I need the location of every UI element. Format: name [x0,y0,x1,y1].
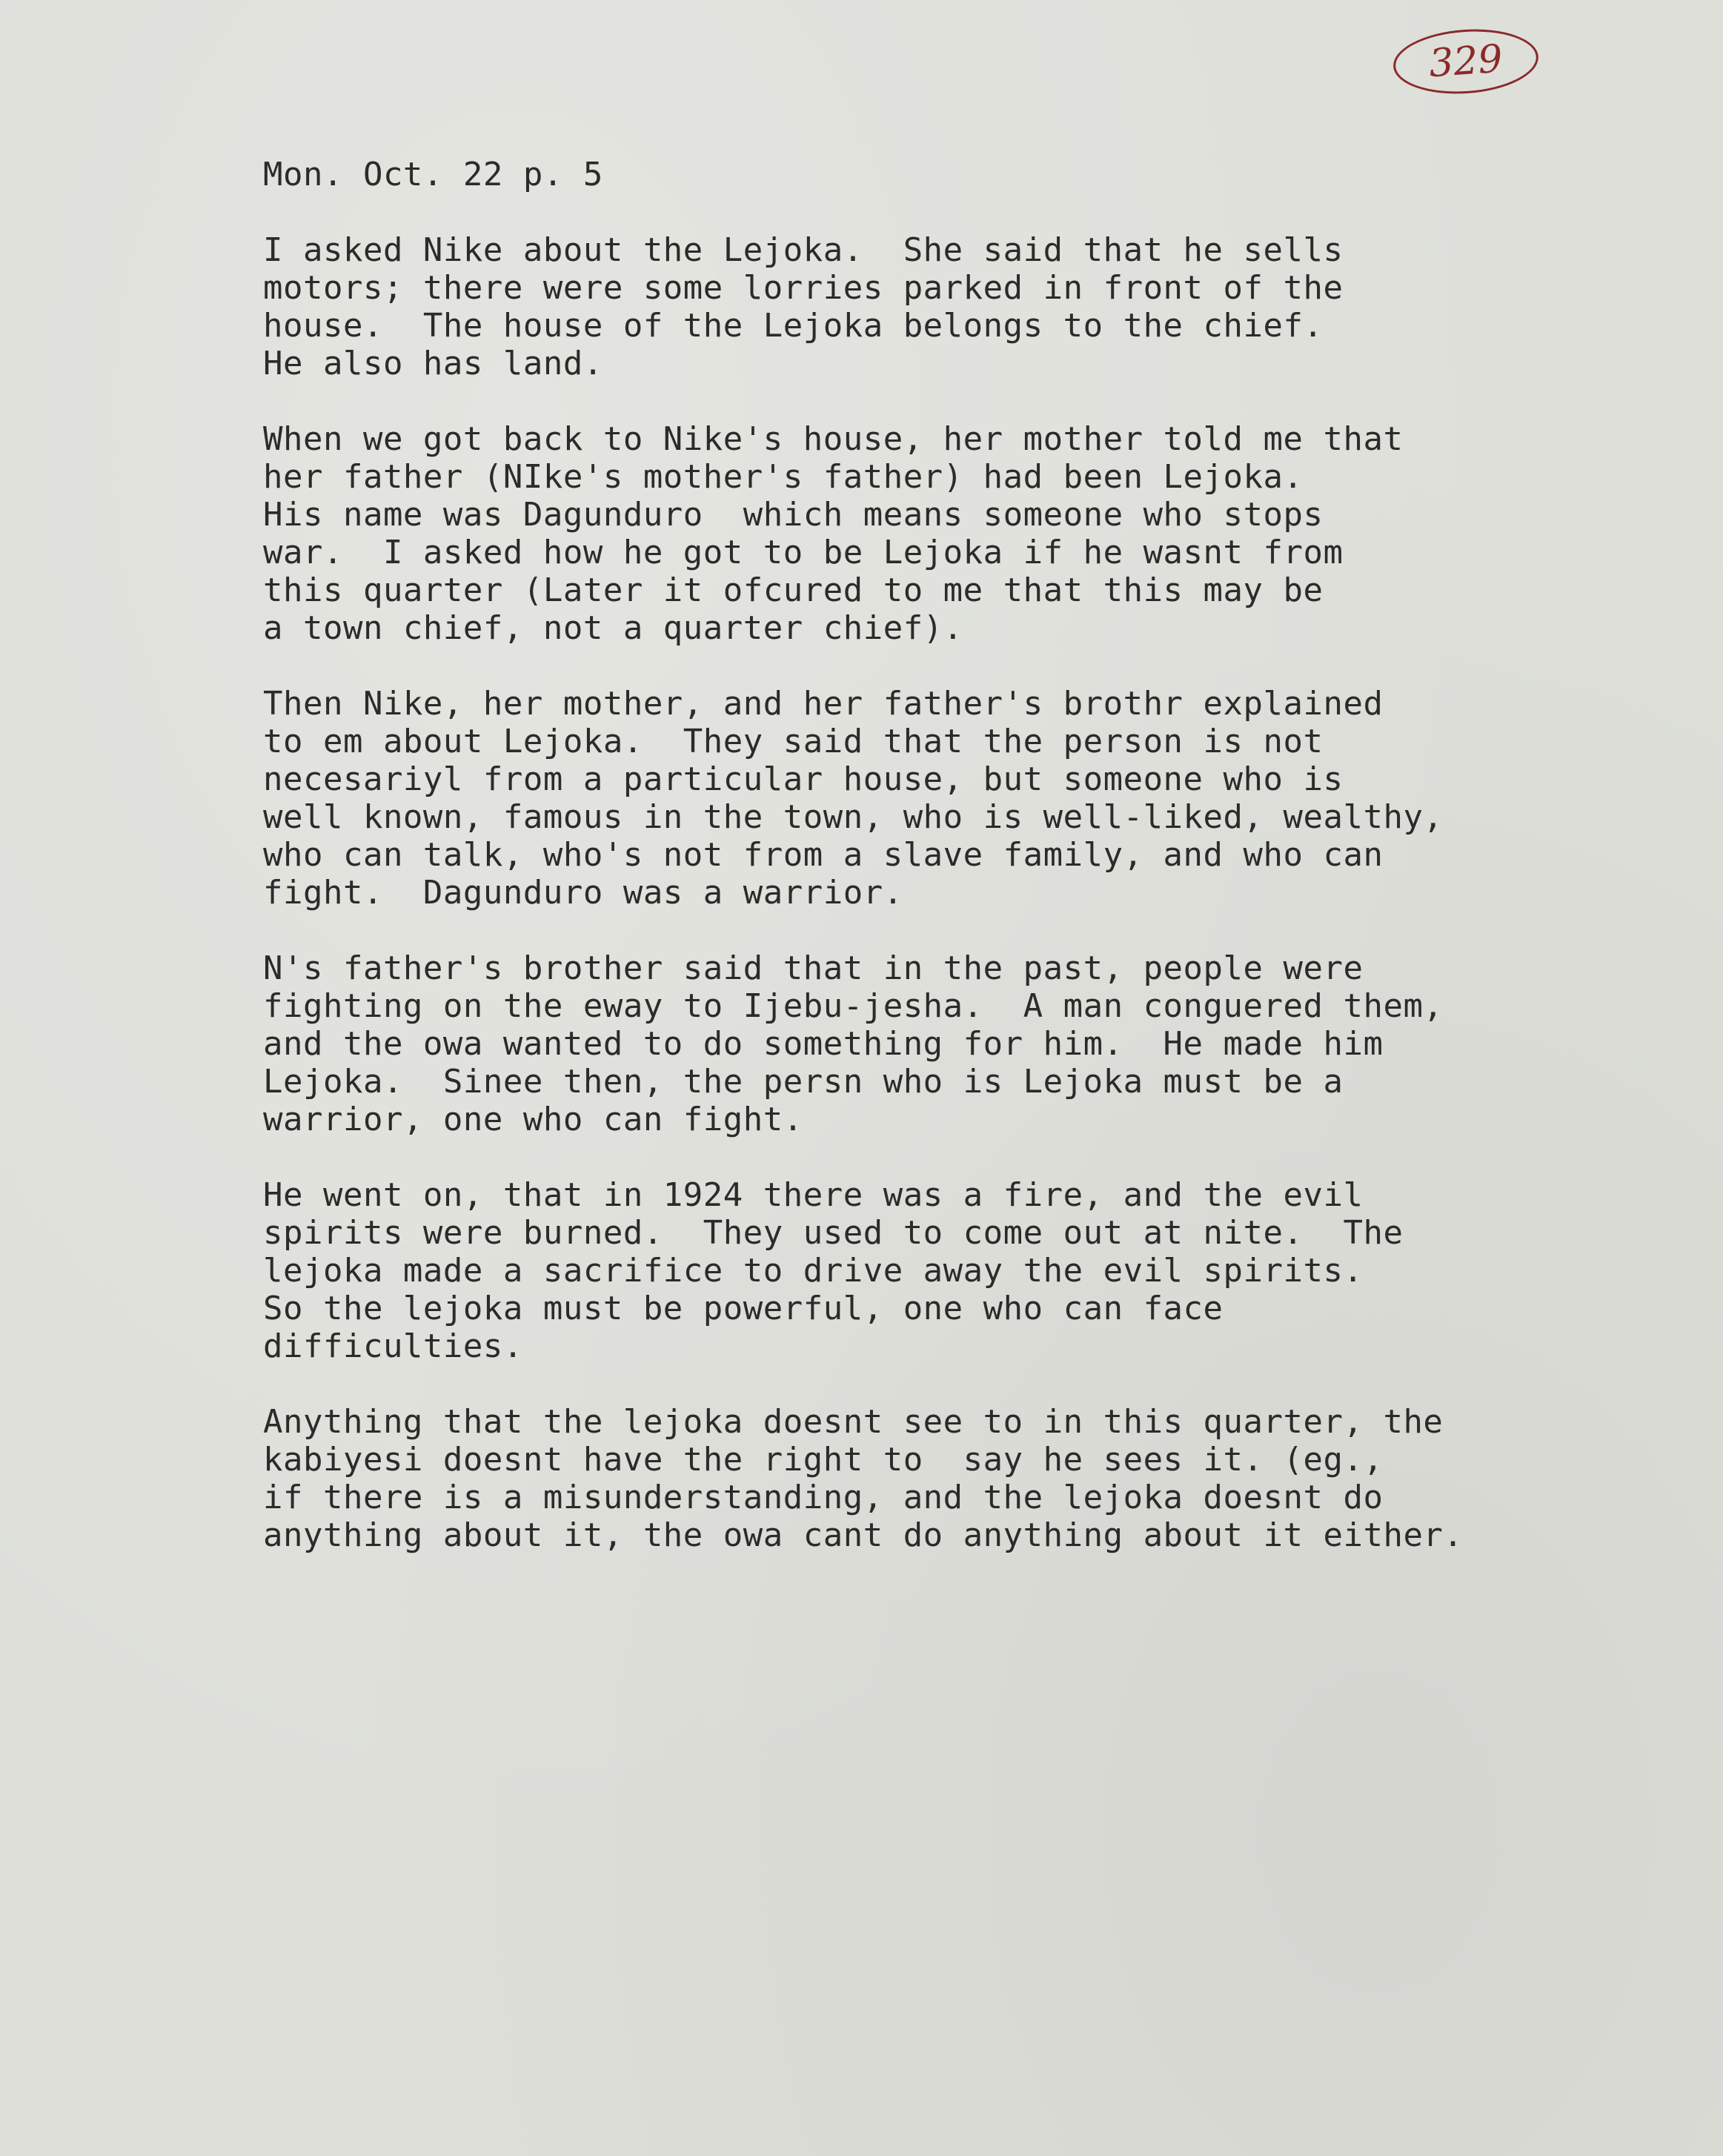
text-line: motors; there were some lorries parked in front of the [263,269,1344,307]
text-line: difficulties. [263,1327,523,1365]
page-number-circle: 329 [1391,24,1541,98]
paragraph-3 [263,685,1671,912]
text-line: to em about Lejoka. They said that the person is not [263,723,1324,760]
text-line: necesariyl from a particular house, but someone who is [263,760,1344,798]
paragraph-4 [263,949,1671,1138]
paragraph-2 [263,420,1671,647]
text-line: His name was Dagunduro which means someone who stops [263,496,1324,534]
text-line: Lejoka. Sinee then, the persn who is Lejoka must be a [263,1063,1344,1101]
text-line: He went on, that in 1924 there was a fire, and the evil [263,1176,1364,1214]
text-line: and the owa wanted to do something for him. He made him [263,1025,1384,1063]
text-line: He also has land. [263,345,603,382]
text-line: fighting on the eway to Ijebu-jesha. A man conguered them, [263,987,1444,1025]
text-line: kabiyesi doesnt have the right to say he sees it. (eg., [263,1441,1384,1479]
text-line: So the lejoka must be powerful, one who can face [263,1290,1224,1327]
text-line: this quarter (Later it ofcured to me that this may be [263,571,1324,609]
text-line: Then Nike, her mother, and her father's brothr explained [263,685,1384,723]
text-line: house. The house of the Lejoka belongs to the chief. [263,307,1324,345]
text-line: N's father's brother said that in the past, people were [263,949,1364,987]
text-line: When we got back to Nike's house, her mother told me that [263,420,1404,458]
text-line: Anything that the lejoka doesnt see to in this quarter, the [263,1403,1444,1441]
text-line: who can talk, who's not from a slave family, and who can [263,836,1384,874]
text-line: fight. Dagunduro was a warrior. [263,874,903,912]
paragraph-1 [263,231,1671,382]
text-line: I asked Nike about the Lejoka. She said that he sells [263,231,1344,269]
text-line: war. I asked how he got to be Lejoka if he wasnt from [263,534,1344,571]
text-line: if there is a misunderstanding, and the lejoka doesnt do [263,1479,1384,1516]
text-line: well known, famous in the town, who is well-liked, wealthy, [263,798,1444,836]
text-line: spirits were burned. They used to come out at nite. The [263,1214,1404,1252]
text-line: her father (NIke's mother's father) had been Lejoka. [263,458,1304,496]
text-line: warrior, one who can fight. [263,1101,803,1138]
date-header: Mon. Oct. 22 p. 5 [263,156,603,193]
text-line: lejoka made a sacrifice to drive away the evil spirits. [263,1252,1364,1290]
paragraph-5 [263,1176,1671,1365]
text-line: anything about it, the owa cant do anything about it either. [263,1516,1464,1554]
text-line: a town chief, not a quarter chief). [263,609,963,647]
typed-text-body [263,156,1671,1592]
paragraph-6 [263,1403,1671,1554]
